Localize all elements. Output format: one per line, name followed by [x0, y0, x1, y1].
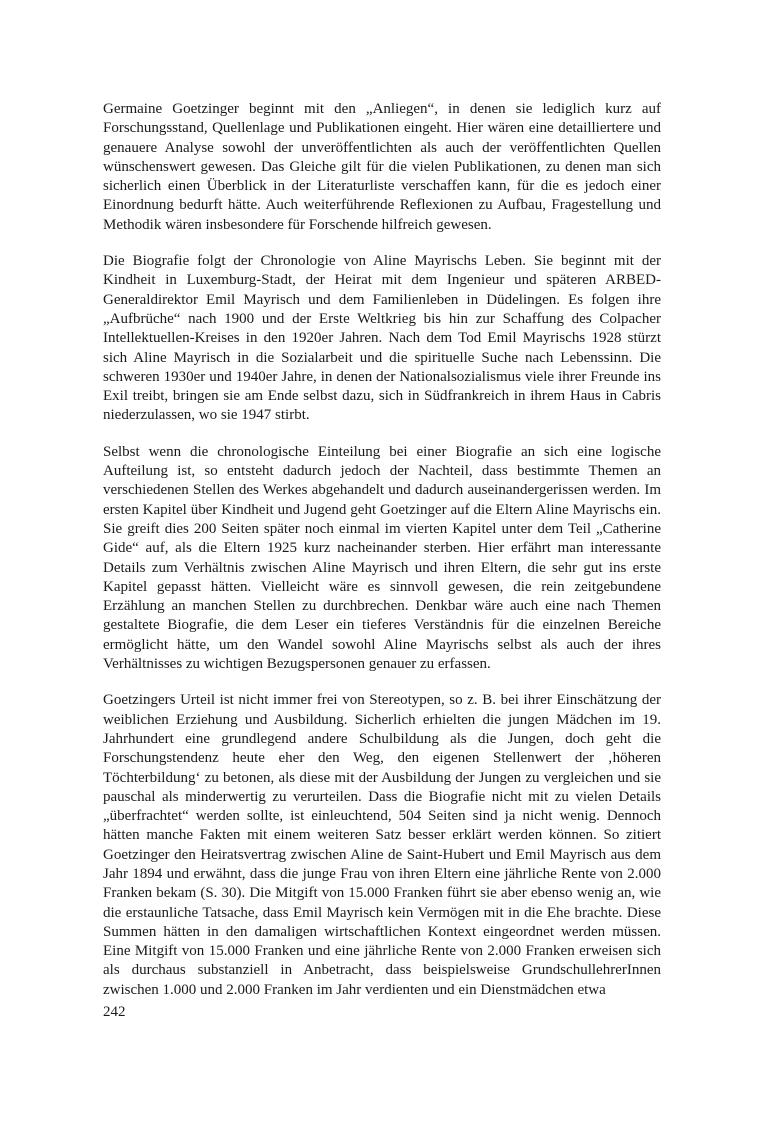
paragraph: Die Biografie folgt der Chronologie von Aline Mayrischs Leben. Sie beginnt mit der Kindheit in Luxemburg-Stadt, der Heirat mit dem Ingenieur und späteren ARBED-Generaldirektor Emil Mayrisch und dem Familienleben in Düdelingen. Es folgen ihre „Aufbrüche“ nach 1900 und der Erste Weltkrieg bis hin zur Schaffung des Colpacher Intellektuellen-Kreises in den 1920er Jahren. Nach dem Tod Emil Mayrischs 1928 stürzt sich Aline Mayrisch in die Sozialarbeit und die spirituelle Suche nach Lebenssinn. Die schweren 1930er und 1940er Jahre, in denen der Nationalsozialismus viele ihrer Freunde ins Exil treibt, bringen sie am Ende selbst dazu, sich in Südfrankreich in ihrem Haus in Cabris niederzulassen, wo sie 1947 stirbt.: [103, 253, 661, 424]
paragraph: Germaine Goetzinger beginnt mit den „Anliegen“, in denen sie lediglich kurz auf Forschungsstand, Quellenlage und Publikationen eingeht. Hier wären eine detailliertere und genauere Analyse sowohl der unveröffentlichten als auch der veröffentlichten Quellen wünschenswert gewesen. Das Gleiche gilt für die vielen Publikationen, zu denen man sich sicherlich einen Überblick in der Literaturliste verschaffen kann, für die es jedoch einer Einordnung bedurft hätte. Auch weiterführende Reflexionen zu Aufbau, Fragestellung und Methodik wären insbesondere für Forschende hilfreich gewesen.: [103, 101, 661, 233]
body-text: [103, 100, 661, 1017]
paragraph: Selbst wenn die chronologische Einteilung bei einer Biografie an sich eine logische Aufteilung ist, so entsteht dadurch jedoch der Nachteil, dass bestimmte Themen an verschiedenen Stellen des Werkes abgehandelt und dadurch auseinandergerissen werden. Im ersten Kapitel über Kindheit und Jugend geht Goetzinger auf die Eltern Aline Mayrischs ein. Sie greift dies 200 Seiten später noch einmal im vierten Kapitel unter dem Teil „Catherine Gide“ auf, als die Eltern 1925 kurz nacheinander sterben. Hier erfährt man interessante Details zum Verhältnis zwischen Aline Mayrisch und ihren Eltern, die sehr gut ins erste Kapitel gepasst hätten. Vielleicht wäre es sinnvoll gewesen, die rein zeitgebundene Erzählung an manchen Stellen zu durchbrechen. Denkbar wäre auch eine nach Themen gestaltete Biografie, die dem Leser ein tieferes Verständnis für die einzelnen Bereiche ermöglicht hätte, um den Wandel sowohl Aline Mayrischs selbst als auch der ihres Verhältnisses zu wichtigen Bezugspersonen genauer zu erfassen.: [103, 443, 661, 673]
page-number: 242: [103, 1004, 126, 1020]
paragraph: Goetzingers Urteil ist nicht immer frei von Stereotypen, so z. B. bei ihrer Einschätzung der weiblichen Erziehung und Ausbildung. Sicherlich erhielten die jungen Mädchen im 19. Jahrhundert eine grundlegend andere Schulbildung als die Jungen, doch geht die Forschungstendenz heute eher den Weg, den eigenen Stellenwert der ‚höheren Töchterbildung‘ zu betonen, als diese mit der Ausbildung der Jungen zu vergleichen und sie pauschal als minderwertig zu verurteilen. Dass die Biografie nicht mit zu vielen Details „überfrachtet“ werden sollte, ist einleuchtend, 504 Seiten sind ja nicht wenig. Dennoch hätten manche Fakten mit einem weiteren Satz besser erklärt werden können. So zitiert Goetzinger den Heiratsvertrag zwischen Aline de Saint-Hubert und Emil Mayrisch aus dem Jahr 1894 und erwähnt, dass die junge Frau von ihren Eltern eine jährliche Rente von 2.000 Franken bekam (S. 30). Die Mitgift von 15.000 Franken führt sie aber ebenso wenig an, wie die erstaunliche Tatsache, dass Emil Mayrisch kein Vermögen mit in die Ehe brachte. Diese Summen hätten in den damaligen wirtschaftlichen Kontext eingeordnet werden müssen. Eine Mitgift von 15.000 Franken und eine jährliche Rente von 2.000 Franken erweisen sich als durchaus substanziell in Anbetracht, dass beispielsweise GrundschullehrerInnen zwischen 1.000 und 2.000 Franken im Jahr verdienten und ein Dienstmädchen etwa: [103, 692, 661, 998]
